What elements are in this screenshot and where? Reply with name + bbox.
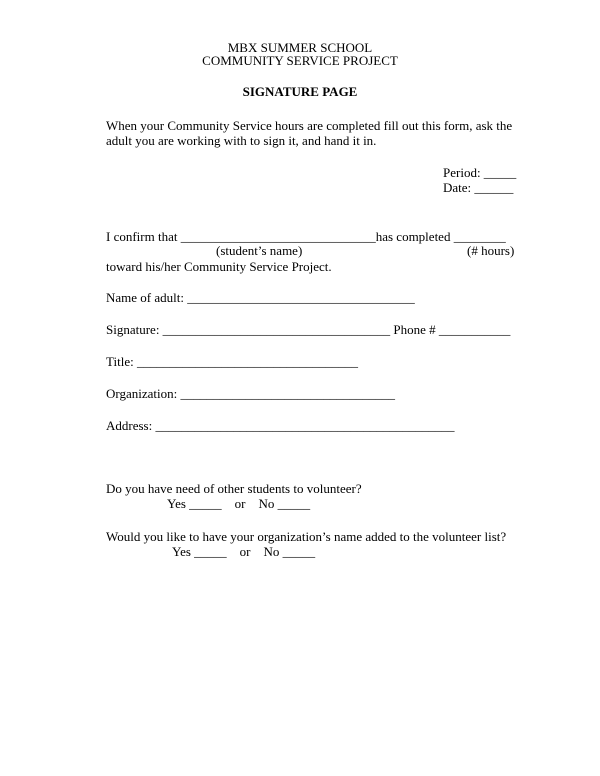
instructions-line-1: When your Community Service hours are completed fill out this form, ask the <box>106 118 513 133</box>
date-field[interactable]: Date: ______ <box>443 180 514 195</box>
name-of-adult-field[interactable]: Name of adult: ___________________________________ <box>106 290 415 305</box>
signature-phone-field[interactable]: Signature: ___________________________________ Phone # ___________ <box>106 322 511 337</box>
page-title: SIGNATURE PAGE <box>242 84 358 99</box>
organization-field[interactable]: Organization: _________________________________ <box>106 386 395 401</box>
title-field[interactable]: Title: __________________________________ <box>106 354 358 369</box>
address-field[interactable]: Address: ______________________________________________ <box>106 418 455 433</box>
period-field[interactable]: Period: _____ <box>443 165 517 180</box>
hours-caption: (# hours) <box>467 243 515 258</box>
question-volunteer-list: Would you like to have your organization’s name added to the volunteer list? <box>106 529 507 544</box>
student-name-caption: (student’s name) <box>216 243 303 258</box>
confirm-statement[interactable]: I confirm that ______________________________has completed ________ <box>106 229 506 244</box>
question-volunteers-answer[interactable]: Yes _____ or No _____ <box>167 496 311 511</box>
school-name: MBX SUMMER SCHOOL <box>227 40 373 55</box>
question-volunteers: Do you have need of other students to volunteer? <box>106 481 362 496</box>
confirm-statement-end: toward his/her Community Service Project. <box>106 259 332 274</box>
instructions-line-2: adult you are working with to sign it, and hand it in. <box>106 133 377 148</box>
question-volunteer-list-answer[interactable]: Yes _____ or No _____ <box>172 544 316 559</box>
project-name: COMMUNITY SERVICE PROJECT <box>202 53 398 68</box>
